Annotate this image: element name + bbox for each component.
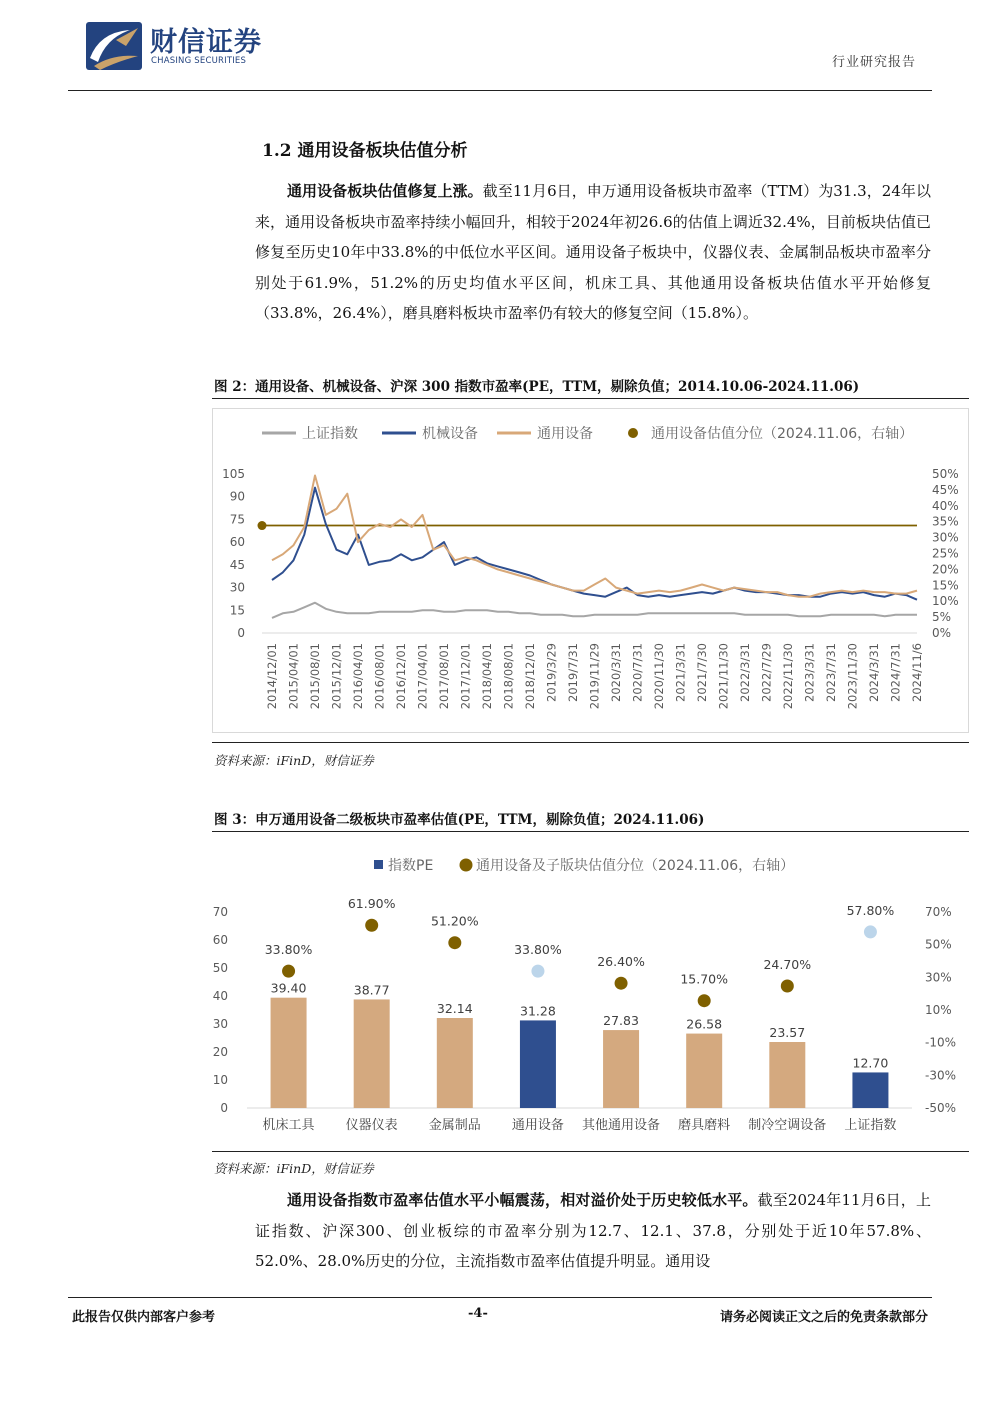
legend-swatch-percentile: [460, 859, 473, 872]
y-left-tick-label: 20: [212, 1045, 228, 1059]
y-right-tick-label: 25%: [932, 546, 959, 561]
paragraph-body: 截至2024年11月6日，上证指数、沪深300、创业板综的市盈率分别为12.7、12.1、37.8，分别处于近10年57.8%、52.0%、28.0%历史的分位，主流指数市盈率估值提升明显。通用设: [255, 1191, 931, 1270]
y-right-tick-label: 35%: [932, 514, 959, 529]
percentile-label: 33.80%: [264, 942, 313, 958]
x-tick-label: 2020/7/31: [630, 643, 645, 702]
subsector-pe-bar-chart: [212, 838, 969, 1148]
x-tick-label: 2019/7/31: [566, 643, 580, 702]
paragraph-index-valuation: [255, 1185, 931, 1277]
figure-3-source: 资料来源：iFinD，财信证券: [214, 1161, 374, 1176]
percentile-label: 57.80%: [846, 902, 895, 918]
y-right-tick-label: 5%: [932, 610, 952, 625]
legend-swatch-pe: [374, 860, 383, 869]
percentile-label: 33.80%: [514, 942, 562, 958]
y-left-tick-label: 0: [220, 1101, 228, 1115]
percentile-dot-通用设备: [531, 965, 544, 978]
footer-disclaimer-right: 请务必阅读正文之后的免责条款部分: [719, 1310, 928, 1325]
x-tick-label: 2016/08/01: [372, 643, 387, 710]
y-left-tick-label: 30: [229, 580, 245, 595]
x-tick-label: 2019/3/29: [544, 643, 559, 702]
footer-disclaimer-left: 此报告仅供内部客户参考: [72, 1310, 216, 1325]
legend-label-0: 上证指数: [302, 426, 358, 442]
category-label: 通用设备: [511, 1118, 564, 1133]
figure-3-bottom-rule: [212, 1151, 969, 1152]
bar-上证指数: [852, 1072, 888, 1108]
x-tick-label: 2015/12/01: [329, 643, 344, 710]
legend-label-pe: 指数PE: [388, 858, 434, 874]
category-label: 磨具磨料: [678, 1118, 731, 1133]
x-tick-label: 2020/3/31: [609, 643, 623, 702]
legend-label-1: 机械设备: [422, 426, 478, 442]
y-left-tick-label: 10: [212, 1073, 228, 1087]
y-left-tick-label: 30: [212, 1017, 228, 1031]
legend-swatch-3: [628, 428, 638, 438]
percentile-dot-机床工具: [282, 965, 295, 978]
paragraph-valuation-analysis: [255, 176, 931, 329]
pe-history-line-chart: [212, 408, 969, 733]
y-right-tick-label: -50%: [925, 1101, 957, 1115]
paragraph-lead: 通用设备指数市盈率估值水平小幅震荡，相对溢价处于历史较低水平。: [287, 1191, 758, 1209]
y-right-tick-label: 30%: [932, 530, 959, 545]
paragraph-body: 截至11月6日，申万通用设备板块市盈率（TTM）为31.3，24年以来，通用设备板块市盈率持续小幅回升，相较于2024年初26.6的估值上调近32.4%，目前板块估值已修复至历史10年中33.8%的中低位水平区间。通用设备子板块中，仪器仪表、金属制品板块市盈率分别处于61.9%，51.2%的历史均值水平区间，机床工具、其他通用设备板块估值水平开始修复（33.8%，26.4%），磨具磨料板块市盈率仍有较大的修复空间（15.8%）。: [255, 182, 931, 322]
y-left-tick-label: 70: [212, 905, 228, 919]
x-tick-label: 2018/04/01: [480, 643, 494, 710]
bar-value-label: 23.57: [769, 1025, 806, 1041]
category-label: 金属制品: [428, 1118, 481, 1133]
y-right-tick-label: 10%: [925, 1003, 952, 1017]
x-tick-label: 2022/11/30: [781, 643, 795, 710]
x-tick-label: 2019/11/29: [587, 643, 602, 710]
category-label: 制冷空调设备: [748, 1118, 827, 1133]
x-tick-label: 2015/04/01: [286, 643, 301, 710]
x-tick-label: 2018/12/01: [523, 643, 537, 710]
bar-通用设备: [520, 1020, 556, 1108]
x-tick-label: 2014/12/01: [265, 643, 279, 710]
section-title: 1.2 通用设备板块估值分析: [262, 141, 468, 161]
page-number: -4-: [468, 1306, 488, 1321]
x-tick-label: 2022/7/29: [759, 643, 774, 702]
percentile-dot-磨具磨料: [698, 994, 711, 1007]
y-right-tick-label: 45%: [932, 482, 959, 497]
y-left-tick-label: 75: [229, 512, 245, 527]
category-label: 上证指数: [844, 1118, 897, 1133]
x-tick-label: 2021/7/30: [695, 643, 709, 702]
bar-value-label: 12.70: [852, 1055, 889, 1071]
y-left-tick-label: 60: [229, 535, 245, 550]
category-label: 其他通用设备: [582, 1118, 661, 1133]
y-left-tick-label: 50: [212, 961, 228, 975]
percentile-dot-上证指数: [864, 925, 877, 938]
percentile-label: 24.70%: [763, 956, 812, 972]
percentile-label: 26.40%: [597, 954, 645, 970]
bar-value-label: 26.58: [686, 1016, 723, 1032]
legend-label-3: 通用设备估值分位（2024.11.06，右轴）: [651, 426, 914, 442]
footer-divider: [68, 1297, 932, 1298]
percentile-label: 61.90%: [347, 896, 396, 912]
bar-value-label: 32.14: [436, 1001, 473, 1017]
x-tick-label: 2020/11/30: [652, 643, 666, 710]
bar-制冷空调设备: [769, 1042, 805, 1108]
logo-english-name: CHASING SECURITIES: [151, 56, 247, 66]
x-tick-label: 2021/11/30: [716, 643, 731, 710]
percentile-dot-仪器仪表: [365, 919, 378, 932]
x-tick-label: 2017/04/01: [415, 643, 430, 710]
figure-2-source: 资料来源：iFinD，财信证券: [214, 753, 374, 768]
bar-磨具磨料: [686, 1034, 722, 1108]
y-right-tick-label: -10%: [925, 1035, 957, 1050]
x-tick-label: 2023/7/31: [824, 643, 838, 702]
x-tick-label: 2024/7/31: [888, 643, 903, 702]
company-logo: [86, 22, 142, 70]
y-right-tick-label: 50%: [932, 467, 959, 481]
y-right-tick-label: 70%: [925, 905, 952, 919]
figure-2-caption: 图 2：通用设备、机械设备、沪深 300 指数市盈率(PE，TTM，剔除负值；2014.10.06-2024.11.06): [214, 379, 860, 395]
y-right-tick-label: 10%: [932, 594, 959, 609]
logo-chinese-name: 财信证券: [150, 27, 262, 58]
bar-机床工具: [271, 998, 307, 1108]
x-tick-label: 2016/12/01: [394, 643, 408, 710]
x-tick-label: 2024/3/31: [867, 643, 881, 702]
y-left-tick-label: 90: [229, 489, 245, 504]
figure-3-caption: 图 3：申万通用设备二级板块市盈率估值(PE，TTM，剔除负值；2024.11.06): [214, 812, 705, 828]
percentile-dot-其他通用设备: [615, 977, 628, 990]
x-tick-label: 2023/11/30: [845, 643, 860, 710]
x-tick-label: 2018/08/01: [501, 643, 516, 710]
x-tick-label: 2023/3/31: [802, 643, 817, 702]
y-right-tick-label: 0%: [932, 626, 952, 640]
y-right-tick-label: 40%: [932, 498, 959, 513]
category-label: 仪器仪表: [345, 1118, 398, 1133]
report-type-label: 行业研究报告: [831, 55, 916, 70]
figure-2-bottom-rule: [212, 742, 969, 743]
x-tick-label: 2017/12/01: [458, 643, 473, 710]
x-tick-label: 2021/3/31: [673, 643, 688, 702]
bar-仪器仪表: [354, 999, 390, 1108]
y-right-tick-label: 30%: [925, 970, 952, 985]
category-label: 机床工具: [262, 1118, 315, 1133]
y-left-tick-label: 105: [222, 467, 245, 481]
y-right-tick-label: 20%: [932, 562, 959, 577]
legend-label-percentile: 通用设备及子版块估值分位（2024.11.06，右轴）: [476, 858, 795, 874]
percentile-label: 51.20%: [430, 913, 479, 929]
x-tick-label: 2022/3/31: [738, 643, 752, 702]
legend-label-2: 通用设备: [537, 426, 593, 442]
figure-3-top-rule: [212, 831, 969, 832]
x-tick-label: 2016/04/01: [351, 643, 365, 710]
x-tick-label: 2017/08/01: [437, 643, 451, 710]
bar-其他通用设备: [603, 1030, 639, 1108]
paragraph-lead: 通用设备板块估值修复上涨。: [287, 182, 483, 200]
percentile-dot-金属制品: [448, 936, 461, 949]
y-left-tick-label: 15: [229, 603, 245, 618]
bar-value-label: 27.83: [603, 1013, 639, 1029]
percentile-point: [258, 521, 267, 530]
y-right-tick-label: -30%: [925, 1068, 957, 1083]
bar-value-label: 38.77: [353, 982, 390, 998]
y-right-tick-label: 15%: [932, 578, 959, 593]
y-right-tick-label: 50%: [925, 937, 952, 952]
x-tick-label: 2015/08/01: [308, 643, 322, 710]
y-left-tick-label: 60: [212, 933, 228, 947]
figure-2-top-rule: [212, 398, 969, 399]
x-tick-label: 2024/11/6: [910, 643, 924, 702]
bar-value-label: 31.28: [520, 1003, 556, 1019]
y-left-tick-label: 45: [229, 557, 245, 572]
percentile-dot-制冷空调设备: [781, 979, 794, 992]
bar-金属制品: [437, 1018, 473, 1108]
y-left-tick-label: 40: [212, 989, 228, 1003]
percentile-label: 15.70%: [680, 971, 729, 987]
bar-value-label: 39.40: [270, 980, 307, 996]
y-left-tick-label: 0: [237, 626, 245, 640]
header-divider: [68, 90, 932, 91]
